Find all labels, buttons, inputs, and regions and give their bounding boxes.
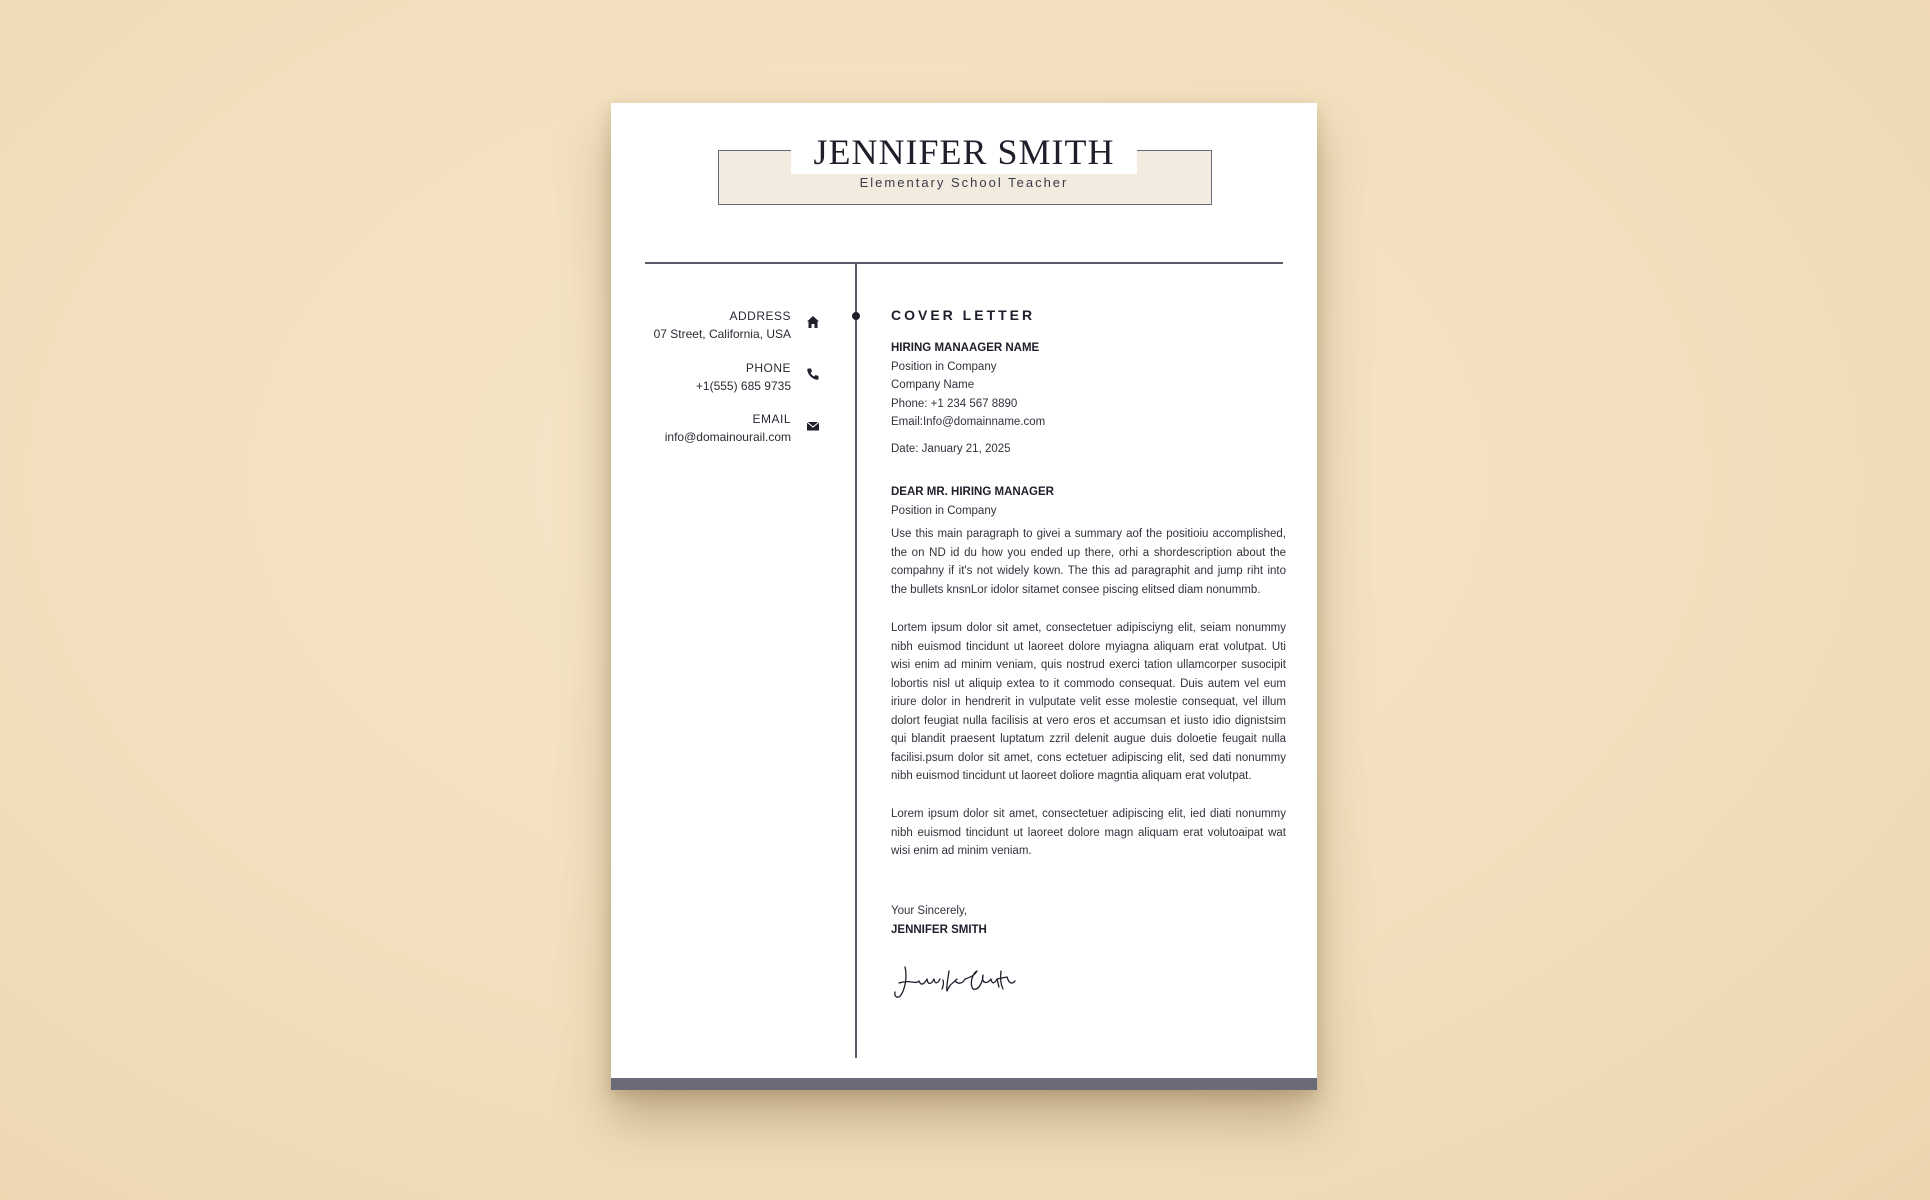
phone-value: +1(555) 685 9735 <box>695 379 791 393</box>
email-label: EMAIL <box>752 412 791 426</box>
closing-block <box>891 902 1286 939</box>
home-icon <box>806 315 820 329</box>
salutation-position: Position in Company <box>891 504 997 517</box>
body-paragraph-1: Use this main paragraph to givei a summary aof the positioiu accomplished, the on ND id du how you ended up there, orhi a shordescription about the compahny if it's not widely kown. The this ad paragraphit and jump riht into the bullets knsnLor idolor sitamet consee piscing elitsed diam nonummb. <box>891 528 1286 596</box>
body-paragraph-2: Lortem ipsum dolor sit amet, consectetuer adipisciyng elit, seiam nonummy nibh euismod tincidunt ut laoreet dolore myiagna aliquam erat volutpat. Uti wisi enim ad minim veniam, quis nostrud exerci tation ullamcorper susocipit lobortis nisl ut aliquip extea to it commodo consequat. Duis autem vel eum iriure dolor in hendrerit in vulputate velit esse molestie consequat, vel illum dolort feugiat nulla facilisis at vero eros et accumsan et iusto idio dignistsim qui blandit praesent luptatum zzril delenit augue duis doloetie feugait nulla facilisi.psum dolor sit amet, cons ectetuer adipiscing elit, sed dati nonummy nibh euismod tincidunt ut laoreet doliore magntia aliquam erat volutpat. <box>891 622 1286 782</box>
address-value: 07 Street, California, USA <box>653 327 791 341</box>
recipient-phone: Phone: +1 234 567 8890 <box>891 397 1018 410</box>
signature <box>891 961 1021 1003</box>
letter-date: Date: January 21, 2025 <box>891 443 1011 455</box>
vertical-divider <box>855 262 857 1058</box>
recipient-block <box>891 339 1286 432</box>
cover-letter-heading: COVER LETTER <box>891 307 1036 323</box>
recipient-position: Position in Company <box>891 360 997 373</box>
horizontal-divider <box>645 262 1283 264</box>
salutation: DEAR MR. HIRING MANAGER <box>891 486 1054 498</box>
phone-block <box>696 359 791 395</box>
address-label: ADDRESS <box>729 309 791 323</box>
name-heading-wrap <box>611 130 1317 174</box>
address-block <box>654 307 791 343</box>
email-block <box>665 410 791 446</box>
phone-label: PHONE <box>745 361 791 375</box>
signer-name: JENNIFER SMITH <box>891 923 987 936</box>
timeline-dot <box>852 312 860 320</box>
resume-page <box>611 103 1317 1090</box>
job-title: Elementary School Teacher <box>859 175 1069 190</box>
recipient-email: Email:Info@domainname.com <box>891 416 1046 428</box>
bottom-accent-bar <box>611 1078 1317 1090</box>
name-heading: JENNIFER SMITH <box>791 130 1136 174</box>
closing-text: Your Sincerely, <box>891 905 968 917</box>
company-name: Company Name <box>891 379 975 391</box>
recipient-name: HIRING MANAAGER NAME <box>891 342 1040 354</box>
email-value: info@domainourail.com <box>664 430 791 444</box>
body-paragraph-3: Lorem ipsum dolor sit amet, consectetuer adipiscing elit, ied diati nonummy nibh euismod tincidunt ut laoreet dolore magn aliquam erat volutoaipat wat wisi enim ad minim veniam. <box>891 808 1286 857</box>
salutation-block <box>891 483 1286 520</box>
envelope-icon <box>806 419 820 433</box>
phone-icon <box>806 367 820 381</box>
